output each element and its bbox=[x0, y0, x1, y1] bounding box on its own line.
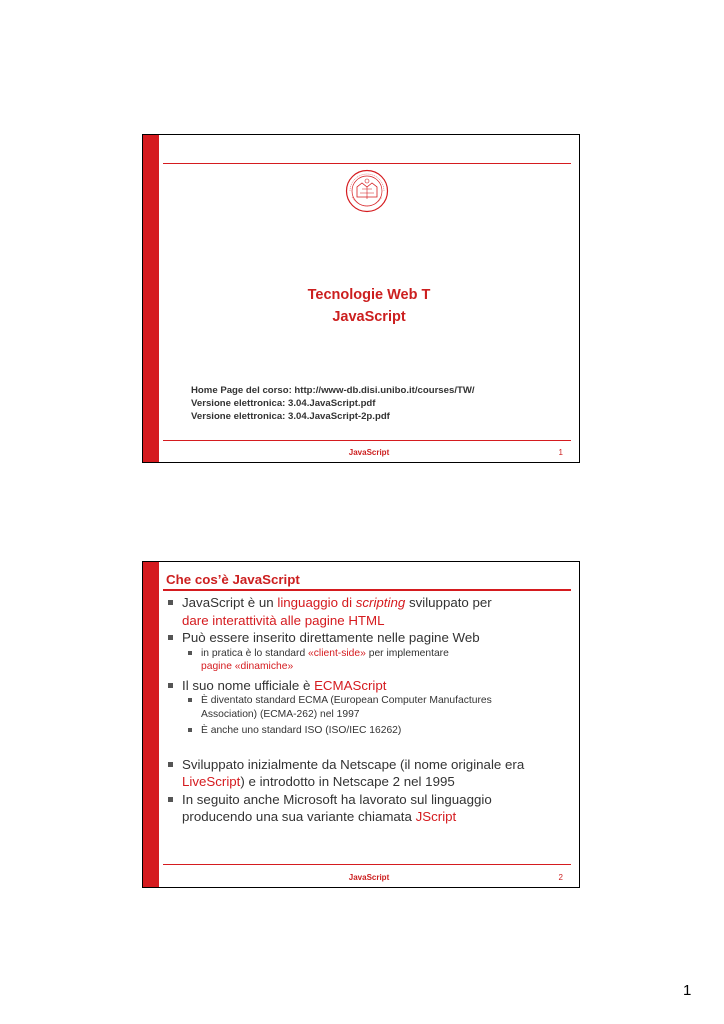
highlight-text: pagine «dinamiche» bbox=[201, 661, 294, 672]
highlight-text: scripting bbox=[355, 595, 406, 610]
footer-rule bbox=[163, 864, 571, 865]
footer-title: JavaScript bbox=[348, 448, 390, 457]
bullet-square-icon bbox=[168, 797, 173, 802]
university-seal-icon bbox=[345, 169, 389, 213]
highlight-text: JScript bbox=[415, 809, 457, 824]
slide-number: 2 bbox=[558, 873, 563, 882]
footer-title: JavaScript bbox=[348, 873, 390, 882]
slide-1-info bbox=[191, 384, 475, 423]
bullet-item bbox=[166, 756, 569, 791]
slide-2-title: Che cos’è JavaScript bbox=[166, 572, 300, 587]
highlight-text: LiveScript bbox=[182, 774, 241, 789]
sub-bullet-item bbox=[166, 694, 569, 721]
bullet-item bbox=[166, 629, 569, 647]
bullet-square-icon bbox=[188, 728, 192, 732]
slide-red-bar bbox=[143, 562, 159, 887]
highlight-text: «client-side» bbox=[308, 647, 366, 659]
bullet-item bbox=[166, 594, 569, 629]
bullet-text: JavaScript è un bbox=[182, 595, 278, 610]
bullet-square-icon bbox=[188, 698, 192, 702]
page-number: 1 bbox=[683, 982, 692, 999]
slide-1-subtitle: JavaScript bbox=[332, 309, 406, 325]
bullet-text: È anche uno standard ISO (ISO/IEC 16262) bbox=[201, 725, 402, 736]
slide-red-bar bbox=[143, 135, 159, 462]
bullet-square-icon bbox=[168, 635, 173, 640]
bullet-text: Può essere inserito direttamente nelle pagine Web bbox=[182, 630, 480, 645]
slide-2 bbox=[142, 561, 580, 888]
bullet-text: sviluppato per bbox=[405, 595, 492, 610]
bullet-text: Il suo nome ufficiale è bbox=[182, 677, 315, 693]
bullet-text: È diventato standard ECMA (European Computer Manufactures bbox=[201, 695, 492, 706]
bullet-text: in pratica è lo standard bbox=[201, 647, 309, 659]
slide-1-title: Tecnologie Web T bbox=[307, 287, 431, 303]
bullet-square-icon bbox=[168, 600, 173, 605]
bullet-text: In seguito anche Microsoft ha lavorato sul linguaggio bbox=[182, 791, 492, 807]
highlight-text: dare interattività alle pagine HTML bbox=[182, 612, 385, 628]
bullet-text: per implementare bbox=[365, 647, 449, 659]
electronic-version-2p-text: Versione elettronica: 3.04.JavaScript-2p.pdf bbox=[191, 411, 390, 422]
bullet-square-icon bbox=[168, 683, 173, 688]
header-rule bbox=[163, 163, 571, 164]
highlight-text: linguaggio di bbox=[277, 595, 356, 610]
sub-bullet-item bbox=[166, 647, 569, 674]
course-homepage-text: Home Page del corso: http://www-db.disi.unibo.it/courses/TW/ bbox=[191, 385, 475, 396]
sub-bullet-item bbox=[166, 724, 569, 738]
slide-1 bbox=[142, 134, 580, 463]
bullet-text: producendo una sua variante chiamata bbox=[182, 809, 416, 824]
bullet-text: Association) (ECMA-262) nel 1997 bbox=[201, 708, 360, 720]
footer-rule bbox=[163, 440, 571, 441]
bullet-text: ) e introdotto in Netscape 2 nel 1995 bbox=[240, 774, 455, 789]
bullet-square-icon bbox=[188, 651, 192, 655]
bullet-item bbox=[166, 677, 569, 695]
electronic-version-text: Versione elettronica: 3.04.JavaScript.pdf bbox=[191, 398, 376, 409]
bullet-text: Sviluppato inizialmente da Netscape (il nome originale era bbox=[182, 756, 525, 772]
slide-2-content bbox=[166, 594, 569, 826]
highlight-text: ECMAScript bbox=[314, 677, 387, 693]
bullet-square-icon bbox=[168, 762, 173, 767]
bullet-item bbox=[166, 791, 569, 826]
slide-number: 1 bbox=[558, 448, 563, 457]
header-rule bbox=[163, 589, 571, 591]
